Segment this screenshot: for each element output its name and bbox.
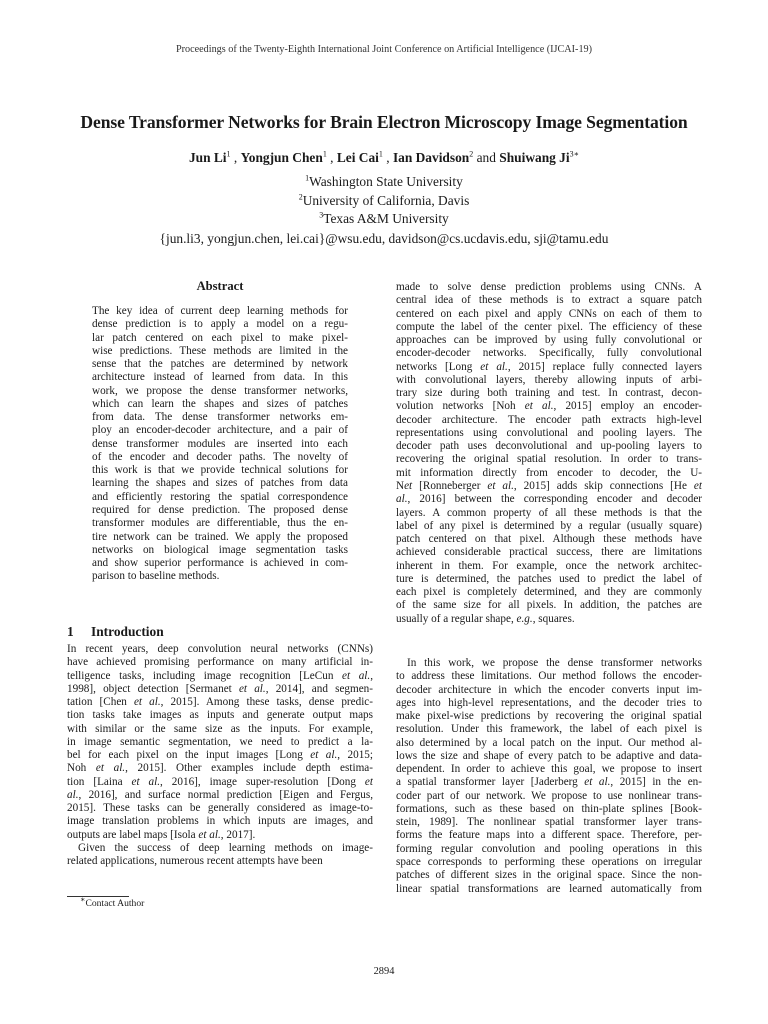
section-title: Introduction (91, 624, 164, 639)
text-line: dependent. In order to achieve this goal, we propose to insert (396, 763, 702, 776)
text-line: and efficiently restoring the spatial correspondence (92, 490, 348, 503)
text-line: telligence tasks, including image recognition [LeCun et al., (67, 669, 373, 682)
text-line: 2015]. These tasks can be generally considered as image-to- (67, 802, 373, 815)
text-line: volution networks [Noh et al., 2015] employ an encoder- (396, 400, 702, 413)
text-line: achieved considerable practical success, there are limitations (396, 546, 702, 559)
author-name: Ian Davidson (392, 150, 470, 165)
text-line: trary size during both training and test. In contrast, decon- (396, 387, 702, 400)
page-number: 2894 (373, 966, 395, 977)
text-line: ages into high-level representations, and the decoder tries to (396, 696, 702, 709)
text-line: mit information directly from encoder to decoder, the U- (396, 466, 702, 479)
author-list (0, 150, 768, 166)
text-line: with convolutional layers, thereby allowing inputs of arbi- (396, 373, 702, 386)
text-line: label of any pixel is determined by a regular (usually square) (396, 519, 702, 532)
text-line: In recent years, deep convolution neural networks (CNNs) (67, 643, 373, 655)
text-line: stein, 1989]. The nonlinear spatial transformer layer trans- (396, 816, 702, 829)
text-line: ploy an encoder-decoder architecture, and a pair of (92, 424, 348, 437)
author-separator: , (382, 150, 393, 165)
text-line: Given the success of deep learning methods on image- (78, 841, 373, 854)
text-line: to address these limitations. Our method follows the encoder- (396, 670, 702, 683)
text-line: learning the shapes and sizes of patches from data (92, 477, 348, 490)
footnote-rule (67, 896, 129, 897)
text-line: encoder-decoder networks. Specifically, fully convolutional (396, 347, 702, 360)
introduction-text (67, 643, 373, 869)
right-column-paragraph (396, 281, 702, 626)
text-line: work, we propose the dense transformer networks, (92, 384, 348, 397)
text-line: space corresponds to performing these operations on irregular (396, 855, 702, 868)
text-line: decoder path uses deconvolutional and up-pooling layers to (396, 440, 702, 453)
text-line: Net [Ronneberger et al., 2015] adds skip connections [He et (396, 479, 702, 492)
author-separator: , (230, 150, 241, 165)
author-name: Shuiwang Ji (499, 150, 570, 165)
text-line: sense that the patches are determined by network (92, 358, 348, 371)
affiliation-mark: 3 (319, 210, 324, 220)
footnote-mark: ∗ (80, 894, 86, 904)
affiliation (0, 174, 768, 190)
text-line: forming regular convolution and pooling operations in this (396, 842, 702, 855)
abstract-heading: Abstract (196, 279, 244, 293)
text-line: tion tasks take images as inputs and generate output maps (67, 709, 373, 722)
text-line: lar patch centered on each pixel to make pixel- (92, 331, 348, 344)
author-affil-mark: 1 (378, 149, 383, 159)
text-line: approaches can be improved by using fully convolutional or (396, 334, 702, 347)
text-line: al., 2016], and surface normal prediction [Eigen and Fergus, (67, 788, 373, 801)
text-line: made to solve dense prediction problems using CNNs. A (396, 281, 702, 293)
text-line: of the same size for all pixels. In addition, the patches are (396, 599, 702, 612)
text-line: 1998], object detection [Sermanet et al., 2014], and segmen- (67, 682, 373, 695)
paper-title: Dense Transformer Networks for Brain Electron Microscopy Image Segmentation (80, 112, 688, 132)
affiliation-mark: 2 (298, 192, 303, 202)
text-line: a spatial transformer layer [Jaderberg et al., 2015] in the en- (396, 776, 702, 789)
author-affil-mark: 2 (469, 149, 474, 159)
text-line: decoder architecture. The encoder path extracts high-level (396, 413, 702, 426)
author-affil-mark: 3∗ (569, 149, 580, 159)
text-line: tion [Laina et al., 2016], image super-resolution [Dong et (67, 775, 373, 788)
affiliation-mark: 1 (305, 173, 310, 183)
text-line: bel for each pixel on the input images [Long et al., 2015; (67, 749, 373, 762)
text-line: networks on biological image segmentation tasks (92, 543, 348, 556)
text-line: also determined by a local patch on the input. Our method al- (396, 736, 702, 749)
text-line: from data. The dense transformer networks em- (92, 411, 348, 424)
text-line: al., 2016] between the corresponding encoder and decoder (396, 493, 702, 506)
text-line: related applications, numerous recent attempts have been (67, 855, 323, 868)
text-line: representations using convolutional and pooling layers. The (396, 426, 702, 439)
text-line: this work is that we provide technical solutions for (92, 464, 348, 477)
footnote (80, 894, 145, 909)
text-line: formations, such as these based on thin-plate splines [Book- (396, 802, 702, 815)
text-line: parison to baseline methods. (92, 570, 220, 583)
text-line: make pixel-wise predictions by recovering the original spatial (396, 710, 702, 723)
text-line: central idea of these methods is to extract a square patch (396, 294, 702, 307)
text-line: wise predictions. These methods are limited in the (92, 344, 348, 357)
text-line: dense prediction is to apply a model on a regu- (92, 318, 348, 331)
affiliation-name: Texas A&M University (323, 211, 449, 226)
author-and: and (473, 150, 500, 165)
text-line: The key idea of current deep learning methods for (92, 305, 348, 317)
text-line: and show superior performance is achieved in com- (92, 557, 348, 570)
text-line: each pixel is completely determined, and they are commonly (396, 586, 702, 599)
text-line: with similar or the same size as the inputs. For example, (67, 722, 373, 735)
text-line: centered on each pixel and apply CNNs on each of them to (396, 307, 702, 320)
right-column-paragraph (396, 657, 702, 896)
text-line: decoder architecture in which the encoder converts input im- (396, 683, 702, 696)
text-line: inherent in them. For example, once the network architec- (396, 559, 702, 572)
section-heading-introduction (67, 624, 164, 640)
text-line: dense transformer modules are inserted into each (92, 437, 348, 450)
section-number: 1 (67, 624, 74, 639)
abstract-text (92, 305, 348, 584)
text-line: in image semantic segmentation, we need to predict a la- (67, 735, 373, 748)
text-line: In this work, we propose the dense transformer networks (407, 657, 702, 669)
text-line: coder part of our network. We propose to use nonlinear trans- (396, 789, 702, 802)
text-line: of the encoder and decoder paths. The novelty of (92, 450, 348, 463)
affiliation-name: University of California, Davis (302, 193, 470, 208)
affiliation (0, 211, 768, 227)
text-line: Noh et al., 2015]. Other examples include depth estima- (67, 762, 373, 775)
text-line: usually of a regular shape, e.g., squares. (396, 612, 575, 625)
affiliation-name: Washington State University (309, 174, 463, 189)
author-name: Jun Li (188, 150, 227, 165)
text-line: patches of different sizes in the original space. Since the non- (396, 869, 702, 882)
affiliation (0, 193, 768, 209)
text-line: outputs are label maps [Isola et al., 2017]. (67, 828, 256, 841)
text-line: layers. A common property of all these methods is that the (396, 506, 702, 519)
text-line: networks [Long et al., 2015] replace fully connected layers (396, 360, 702, 373)
text-line: patch centered on that pixel. Although these methods have (396, 533, 702, 546)
text-line: architecture instead of learned from data. In this (92, 371, 348, 384)
author-affil-mark: 1 (322, 149, 327, 159)
author-name: Yongjun Chen (240, 150, 323, 165)
text-line: lows the size and shape of every patch to be adaptive and data- (396, 749, 702, 762)
footnote-text: Contact Author (85, 898, 145, 909)
text-line: forms the feature maps into a different space. Therefore, per- (396, 829, 702, 842)
author-emails: {jun.li3, yongjun.chen, lei.cai}@wsu.edu, davidson@cs.ucdavis.edu, sji@tamu.edu (159, 231, 609, 246)
text-line: ture is determined, the patches used to predict the label of (396, 572, 702, 585)
text-line: have achieved promising performance on many artificial in- (67, 656, 373, 669)
text-line: tire network can be trained. We apply the proposed (92, 530, 348, 543)
author-separator: , (326, 150, 337, 165)
author-name: Lei Cai (336, 150, 379, 165)
text-line: image translation problems in which inputs are images, and (67, 815, 373, 828)
text-line: compute the label of the center pixel. The efficiency of these (396, 320, 702, 333)
text-line: required for dense prediction. The proposed dense (92, 503, 348, 516)
text-line: resolution. Under this framework, the label of each pixel is (396, 723, 702, 736)
text-line: recovering the original spatial resolution. In order to trans- (396, 453, 702, 466)
text-line: tation [Chen et al., 2015]. Among these tasks, dense predic- (67, 696, 373, 709)
proceedings-header: Proceedings of the Twenty-Eighth International Joint Conference on Artificial Intelligence (IJCAI-19) (175, 44, 593, 55)
text-line: which can learn the shapes and sizes of patches (92, 397, 348, 410)
author-affil-mark: 1 (226, 149, 231, 159)
text-line: transformer modules are differentiable, thus the en- (92, 517, 348, 530)
text-line: linear spatial transformations are learned automatically from (396, 882, 702, 895)
